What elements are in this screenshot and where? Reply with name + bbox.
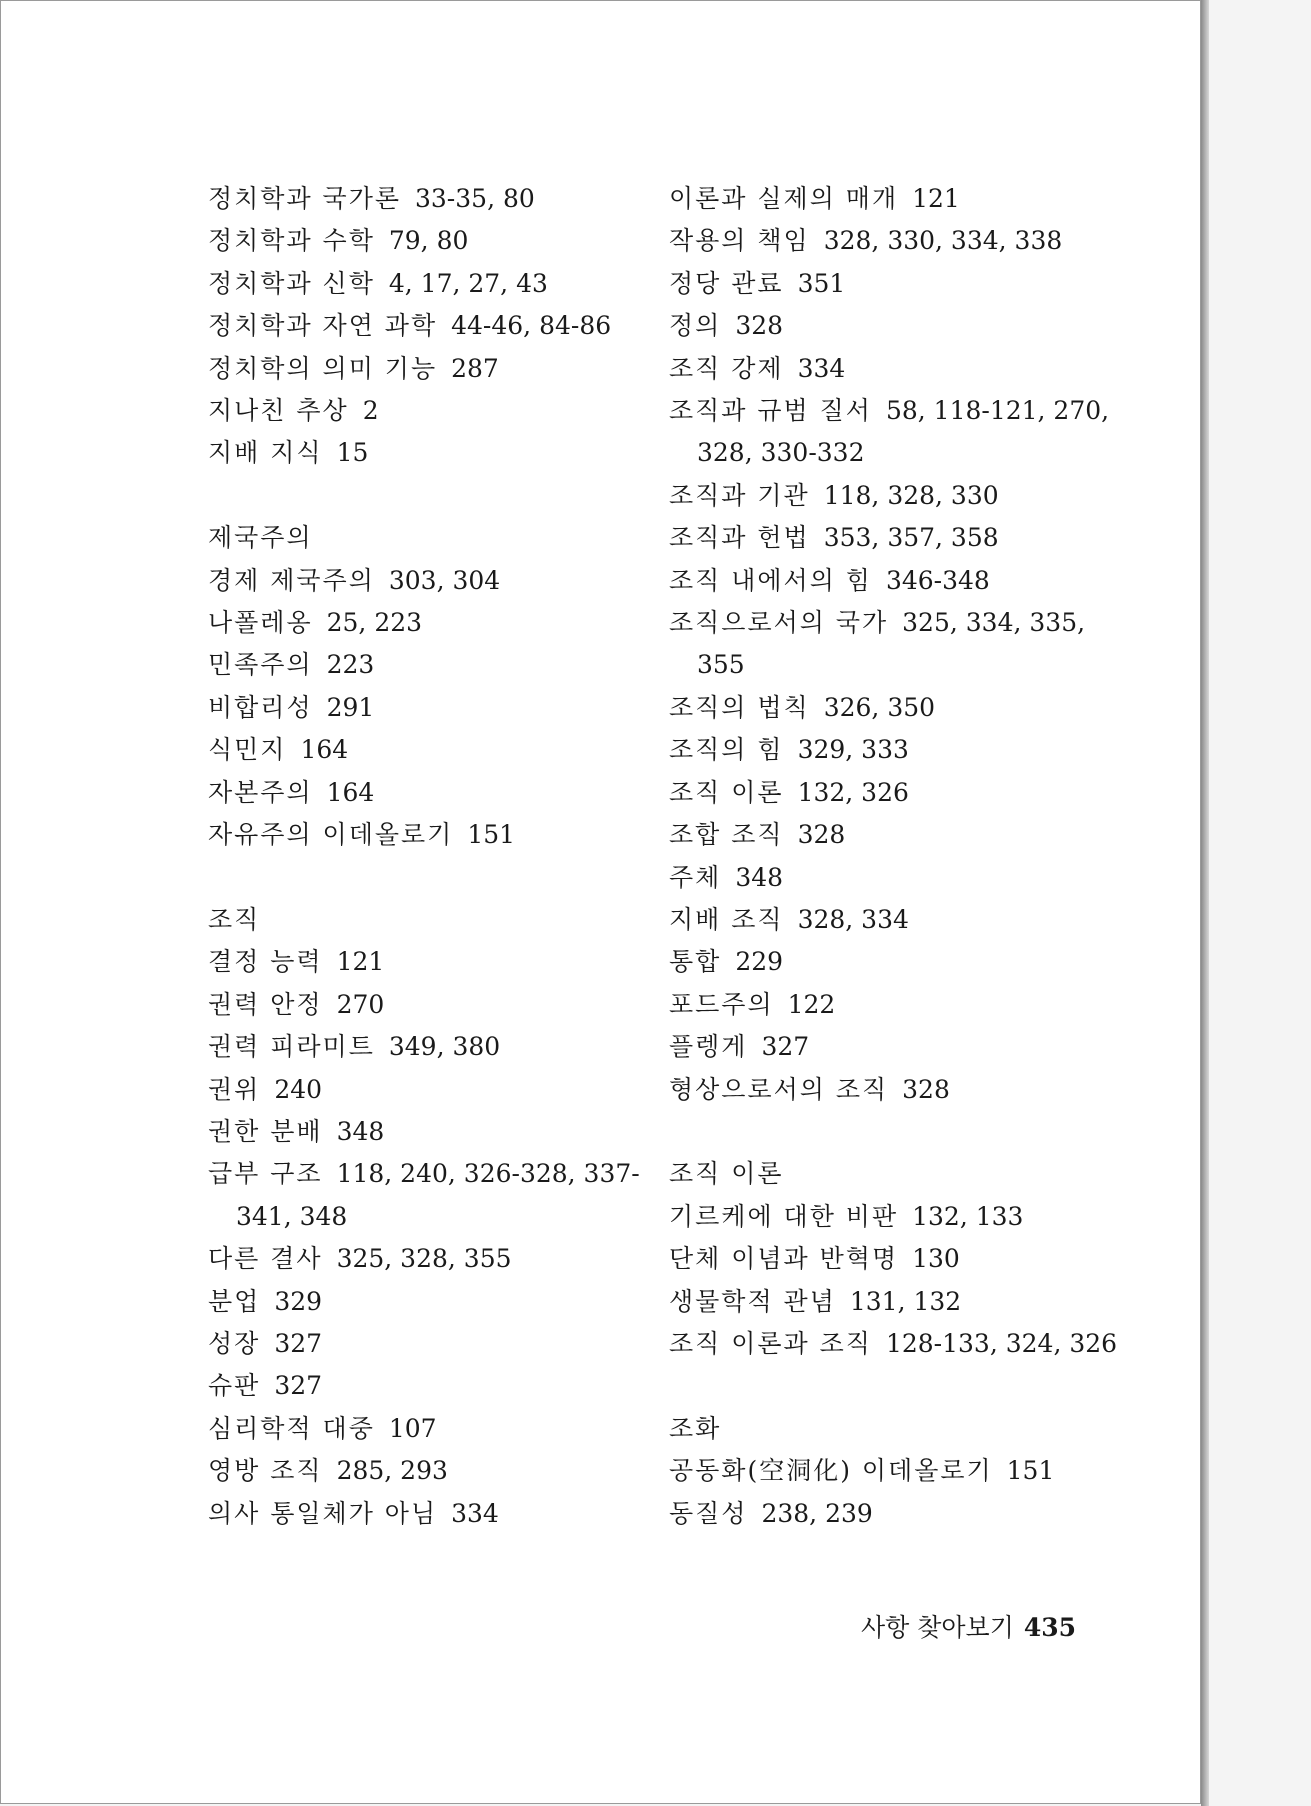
index-entry [208,1323,648,1365]
index-page-refs: 121 [336,947,385,977]
index-term: 권위 [208,1074,261,1104]
index-term: 결정 능력 [208,947,323,977]
index-term: 지배 조직 [669,904,784,934]
index-page-refs: 132, 133 [912,1201,1024,1231]
index-term: 조합 조직 [669,820,784,850]
index-page-refs: 348 [735,862,784,892]
index-group-gap [669,1365,1109,1407]
index-entry [669,348,1109,390]
index-term: 권력 안정 [208,989,323,1019]
index-entry [208,729,648,771]
index-page-refs: 285, 293 [336,1456,448,1486]
index-entry [669,602,1109,644]
index-entry [669,560,1109,602]
index-entry [208,305,648,347]
index-term: 심리학적 대중 [208,1413,375,1443]
index-entry [208,263,648,305]
page-edge-shadow [1201,0,1209,1806]
index-page-refs: 291 [326,692,375,722]
index-page-refs: 79, 80 [388,226,469,256]
index-page-refs: 229 [735,947,784,977]
index-term: 다른 결사 [208,1244,323,1274]
index-group-gap [208,856,648,898]
index-page-refs: 327 [274,1371,323,1401]
index-entry [208,178,648,220]
index-term: 공동화(空洞化) 이데올로기 [669,1456,993,1486]
index-term: 이론과 실제의 매개 [669,184,899,213]
index-entry [208,687,648,729]
index-entry [208,1450,648,1492]
index-term: 조직과 규범 질서 [669,396,872,426]
index-term: 단체 이념과 반혁명 [669,1244,899,1274]
index-term: 비합리성 [208,692,313,722]
index-page-refs: 270 [336,989,385,1019]
index-term: 지나친 추상 [208,396,349,426]
index-entry [669,475,1109,517]
index-term: 정치학과 국가론 [208,184,401,213]
index-term: 조직 내에서의 힘 [669,565,872,595]
index-entry [669,772,1109,814]
index-term: 성장 [208,1328,261,1358]
index-entry [208,432,648,474]
index-entry-continuation [669,432,1109,474]
index-term: 조직 이론과 조직 [669,1328,872,1358]
index-page-refs: 132, 326 [797,777,909,807]
index-entry [208,1153,648,1195]
index-term: 정당 관료 [669,268,784,298]
index-term: 나폴레옹 [208,608,313,638]
index-entry [669,1069,1109,1111]
index-page-refs: 118, 328, 330 [823,480,999,510]
index-entry [669,941,1109,983]
index-page-refs: 240 [274,1074,323,1104]
index-page-refs: 325, 334, 335, [902,608,1086,638]
index-page-refs: 348 [336,1116,385,1146]
index-term: 조직 강제 [669,353,784,383]
index-term: 조직으로서의 국가 [669,608,889,638]
index-entry [669,984,1109,1026]
index-page-refs: 107 [388,1413,437,1443]
index-page-refs: 151 [1006,1456,1055,1486]
index-entry [669,814,1109,856]
page-footer [861,1608,1076,1644]
index-term: 조직 이론 [669,777,784,807]
index-entry [208,941,648,983]
index-entry [208,1365,648,1407]
index-column-left [208,178,648,1535]
index-entry [208,1238,648,1280]
index-column-right [669,178,1118,1535]
index-page-refs: 2 [362,396,379,426]
index-entry [208,220,648,262]
index-entry [208,899,648,941]
index-page-refs: 121 [912,184,960,213]
index-page-refs: 329 [274,1286,323,1316]
index-entry [208,517,648,559]
index-term: 자유주의 이데올로기 [208,820,454,850]
index-entry [669,899,1109,941]
index-entry [669,305,1109,347]
index-page-refs: 349, 380 [388,1032,501,1062]
index-page-refs: 15 [336,438,369,468]
index-page-refs: 118, 240, 326-328, 337- [336,1159,640,1189]
index-entry [208,560,648,602]
index-term: 경제 제국주의 [208,565,375,595]
index-term: 플렝게 [669,1032,748,1062]
index-entry [208,1026,648,1068]
index-entry [669,1450,1109,1492]
index-entry [208,1111,648,1153]
index-page-refs: 355 [697,650,745,680]
index-entry [208,1493,648,1535]
index-entry [669,1323,1118,1365]
index-term: 형상으로서의 조직 [669,1074,889,1104]
index-term: 통합 [669,947,722,977]
index-page-refs: 326, 350 [823,692,936,722]
index-page-refs: 328 [902,1074,950,1104]
index-entry [669,220,1109,262]
index-page-refs: 329, 333 [797,735,909,765]
index-term: 급부 구조 [208,1159,323,1189]
index-entry [208,348,648,390]
index-page-refs: 164 [326,777,375,807]
index-entry [669,390,1109,432]
index-term: 주체 [669,862,722,892]
index-entry [669,263,1109,305]
index-term: 슈판 [208,1371,261,1401]
index-page-refs: 341, 348 [236,1201,348,1231]
index-entry [669,687,1109,729]
index-term: 기르케에 대한 비판 [669,1201,899,1231]
index-term: 정치학의 의미 기능 [208,353,438,383]
index-page-refs: 353, 357, 358 [823,523,999,553]
index-page-refs: 328, 330-332 [697,438,865,468]
index-term: 포드주의 [669,989,774,1019]
index-page-refs: 303, 304 [388,565,501,595]
index-page-refs: 151 [467,820,516,850]
index-entry [208,984,648,1026]
index-term: 자본주의 [208,777,313,807]
index-term: 권한 분배 [208,1116,323,1146]
index-term: 식민지 [208,735,287,765]
index-page-refs: 334 [797,353,846,383]
index-page-refs: 346-348 [885,565,990,595]
index-page-refs: 25, 223 [326,608,423,638]
index-group-gap [208,475,648,517]
index-entry-continuation [669,644,1109,686]
index-term: 조직의 힘 [669,735,784,765]
index-term: 조직과 기관 [669,480,810,510]
index-entry [669,1493,1109,1535]
index-term: 조직과 헌법 [669,523,810,553]
index-entry [669,1026,1109,1068]
index-term: 조직 [208,904,261,934]
footer-section-title: 사항 찾아보기 [861,1613,1014,1642]
index-term: 제국주의 [208,523,313,553]
index-entry [669,1408,1109,1450]
index-page-refs: 238, 239 [761,1498,873,1528]
index-group-gap [669,1111,1109,1153]
index-entry [208,602,648,644]
index-term: 분업 [208,1286,261,1316]
index-term: 동질성 [669,1498,748,1528]
index-term: 영방 조직 [208,1456,323,1486]
index-page-refs: 327 [274,1328,323,1358]
index-entry [669,857,1109,899]
index-entry-continuation [208,1196,648,1238]
index-term: 정치학과 신학 [208,268,375,298]
index-entry [208,1281,648,1323]
index-entry [208,772,648,814]
index-term: 민족주의 [208,650,313,680]
index-page-refs: 351 [797,268,846,298]
index-entry [208,1069,648,1111]
index-page-refs: 130 [912,1244,960,1274]
index-page-refs: 287 [451,353,499,383]
index-term: 작용의 책임 [669,226,810,256]
index-term: 정의 [669,311,722,341]
index-term: 생물학적 관념 [669,1286,836,1316]
index-page-refs: 328 [735,311,784,341]
index-entry [669,178,1109,220]
index-term: 의사 통일체가 아님 [208,1498,438,1528]
index-entry [208,1408,648,1450]
index-page-refs: 44-46, 84-86 [451,311,612,341]
index-page-refs: 328, 330, 334, 338 [823,226,1063,256]
index-page-refs: 33-35, 80 [415,184,535,213]
index-page-refs: 4, 17, 27, 43 [388,268,548,298]
index-term: 정치학과 수학 [208,226,375,256]
index-entry [208,390,648,432]
index-term: 지배 지식 [208,438,323,468]
index-entry [669,517,1109,559]
index-term: 정치학과 자연 과학 [208,311,438,341]
index-entry [669,1238,1109,1280]
page-number: 435 [1023,1613,1077,1642]
index-entry [669,729,1109,771]
index-page-refs: 334 [451,1498,499,1528]
index-term: 권력 피라미트 [208,1032,375,1062]
index-term: 조화 [669,1413,722,1443]
index-term: 조직 이론 [669,1159,784,1189]
index-entry [669,1196,1109,1238]
index-entry [208,644,648,686]
index-term: 조직의 법칙 [669,692,810,722]
index-page-refs: 327 [761,1032,810,1062]
index-page-refs: 325, 328, 355 [336,1244,512,1274]
index-page-refs: 122 [787,989,836,1019]
index-entry [669,1153,1109,1195]
index-page-refs: 164 [300,735,349,765]
index-page-refs: 328, 334 [797,904,909,934]
index-page-refs: 131, 132 [849,1286,962,1316]
index-entry [208,814,648,856]
index-page-refs: 58, 118-121, 270, [885,396,1110,426]
index-page-refs: 223 [326,650,375,680]
index-page-refs: 128-133, 324, 326 [885,1328,1118,1358]
index-page-refs: 328 [797,820,846,850]
index-entry [669,1281,1109,1323]
